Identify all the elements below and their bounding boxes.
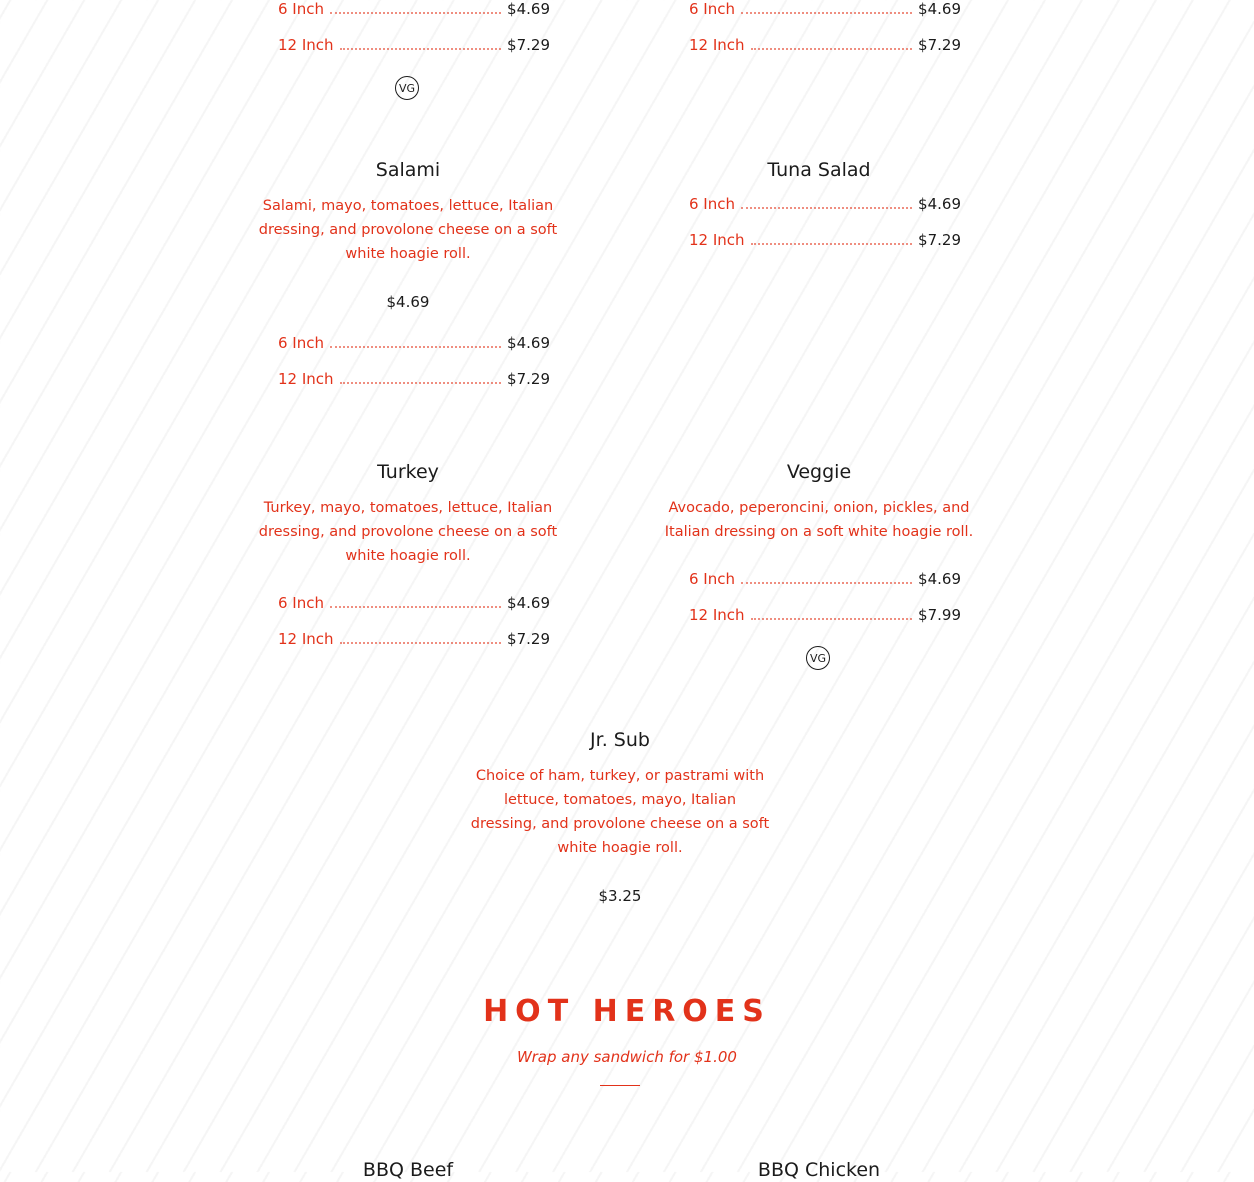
dotted-leader [340,38,502,50]
menu-item-title-turkey: Turkey [377,461,439,483]
price-row-salami-12inch [278,370,550,392]
price-row-veggie-12inch [689,606,961,628]
menu-item-title-jr-sub: Jr. Sub [590,729,650,751]
price-value: $4.69 [918,570,961,588]
section-divider [600,1085,640,1086]
dotted-leader [741,197,912,209]
menu-item-title-bbq-beef: BBQ Beef [362,1159,454,1181]
dotted-leader [741,2,912,14]
price-row-turkey-6inch [278,594,550,616]
size-label: 6 Inch [689,0,735,18]
menu-item-description-veggie: Avocado, peperoncini, onion, pickles, and Italian dressing on a soft white hoagie roll. [664,500,974,540]
dotted-leader [751,233,913,245]
dotted-leader [330,336,501,348]
dotted-leader [751,38,913,50]
menu-item-title-salami: Salami [375,159,441,181]
price-value: $7.99 [918,606,961,624]
size-label: 6 Inch [278,334,324,352]
section-title-hot-heroes: HOT HEROES [483,994,771,1029]
price-row-salami-6inch [278,334,550,356]
section-subtitle-hot-heroes: Wrap any sandwich for $1.00 [517,1048,737,1066]
vegetarian-badge-icon: VG [806,646,830,670]
dotted-leader [340,632,502,644]
size-label: 12 Inch [689,231,745,249]
price-value: $4.69 [918,195,961,213]
dotted-leader [741,572,912,584]
menu-item-description-turkey: Turkey, mayo, tomatoes, lettuce, Italian dressing, and provolone cheese on a soft white hoagie roll. [258,500,558,564]
dotted-leader [330,2,501,14]
price-row-tuna-12inch [689,231,961,253]
menu-item-title-tuna-salad: Tuna Salad [767,159,871,181]
price-row-veggie-6inch [689,570,961,592]
price-value: $7.29 [507,36,550,54]
size-label: 12 Inch [278,370,334,388]
menu-item-description-salami: Salami, mayo, tomatoes, lettuce, Italian dressing, and provolone cheese on a soft white hoagie roll. [258,198,558,262]
price-value: $4.69 [507,334,550,352]
price-row-top-left-6inch [278,0,550,22]
size-label: 6 Inch [689,570,735,588]
price-value: $4.69 [507,594,550,612]
size-label: 12 Inch [278,36,334,54]
size-label: 12 Inch [278,630,334,648]
price-value: $4.69 [918,0,961,18]
menu-item-title-veggie: Veggie [786,461,852,483]
price-value: $7.29 [918,231,961,249]
dotted-leader [330,596,501,608]
price-value: $4.69 [507,0,550,18]
menu-item-price-jr-sub: $3.25 [598,887,642,905]
menu-item-base-price-salami: $4.69 [386,293,430,311]
dotted-leader [340,372,502,384]
size-label: 6 Inch [278,0,324,18]
price-row-tuna-6inch [689,195,961,217]
price-value: $7.29 [507,630,550,648]
price-row-top-left-12inch [278,36,550,58]
price-row-top-right-12inch [689,36,961,58]
vegetarian-badge-icon: VG [395,76,419,100]
price-row-top-right-6inch [689,0,961,22]
price-value: $7.29 [507,370,550,388]
menu-item-title-bbq-chicken: BBQ Chicken [757,1159,881,1181]
dotted-leader [751,608,913,620]
size-label: 12 Inch [689,36,745,54]
size-label: 6 Inch [689,195,735,213]
price-value: $7.29 [918,36,961,54]
size-label: 12 Inch [689,606,745,624]
size-label: 6 Inch [278,594,324,612]
menu-item-description-jr-sub: Choice of ham, turkey, or pastrami with lettuce, tomatoes, mayo, Italian dressing, and provolone cheese on a soft white hoagie roll. [470,768,770,856]
price-row-turkey-12inch [278,630,550,652]
